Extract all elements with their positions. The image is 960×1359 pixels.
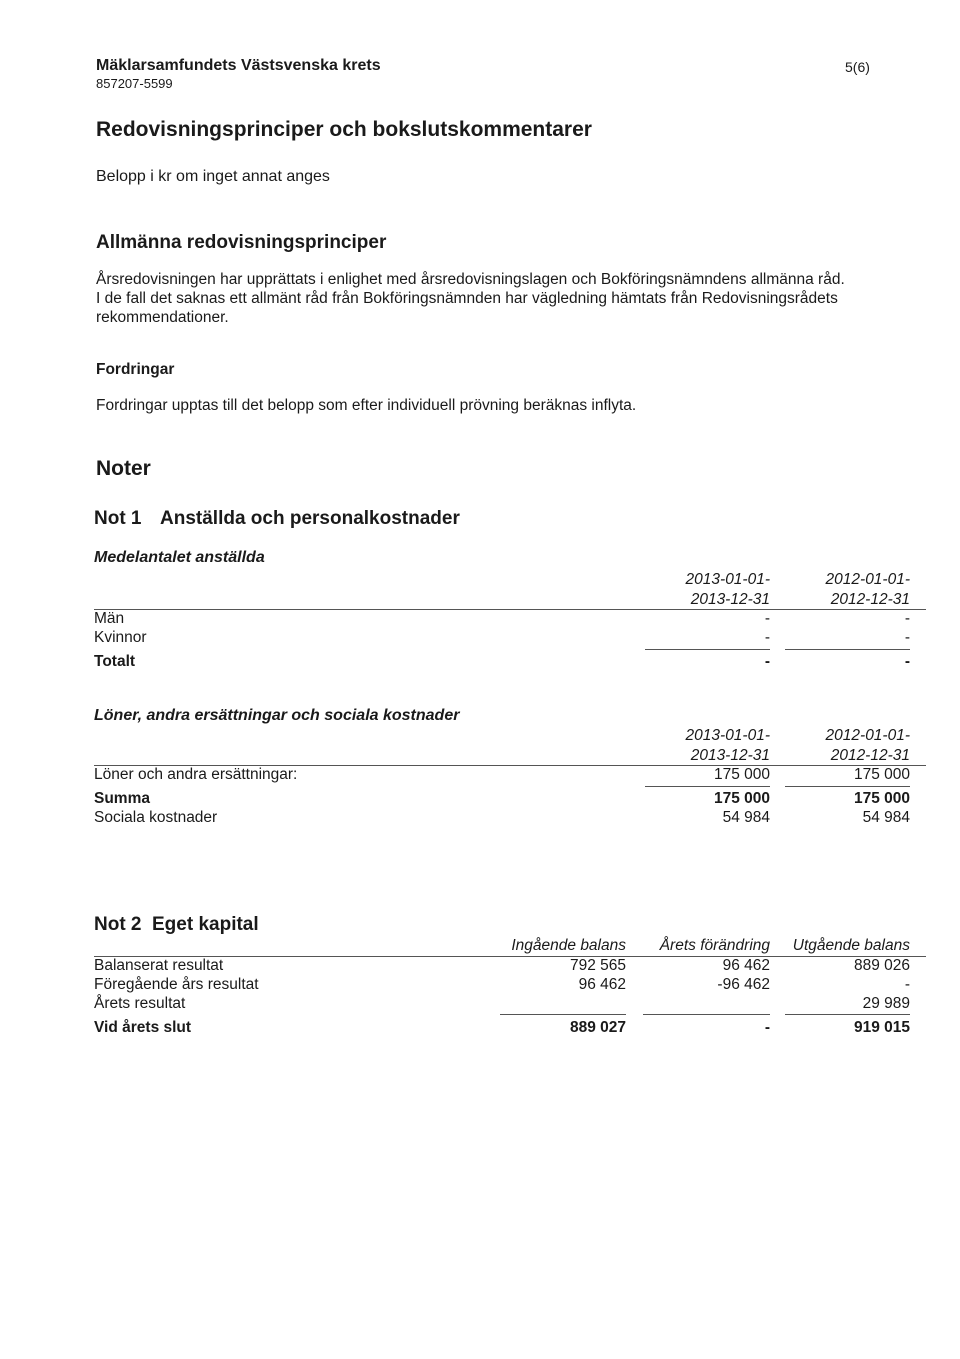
organization-number: 857207-5599 — [96, 76, 173, 91]
subtotal-rule — [645, 649, 770, 650]
col-2012-start: 2012-01-01- — [825, 727, 910, 744]
principles-line-1: Årsredovisningen har upprättats i enlighet med årsredovisningslagen och Bokföringsnämndens allmänna råd. — [96, 271, 845, 288]
salaries-heading: Löner, andra ersättningar och sociala kostnader — [94, 707, 460, 724]
salaries-col-2012 — [750, 726, 910, 766]
col-2012-end: 2012-12-31 — [830, 747, 910, 764]
col-2013-end: 2013-12-31 — [690, 591, 770, 608]
notes-heading: Noter — [96, 457, 151, 480]
social-costs-value: 54 984 — [722, 809, 770, 826]
employees-row-value: - — [904, 629, 910, 646]
subtotal-rule — [500, 1014, 626, 1015]
employees-col-2012 — [750, 570, 910, 610]
employees-heading: Medelantalet anställda — [94, 549, 265, 566]
salaries-sum-value: 175 000 — [713, 790, 770, 807]
col-2012-end: 2012-12-31 — [830, 591, 910, 608]
note1-number: Not 1 — [94, 508, 142, 529]
note2-col-closing: Utgående balans — [792, 937, 910, 954]
equity-total-value: 919 015 — [853, 1019, 910, 1036]
equity-row-value: 792 565 — [569, 957, 626, 974]
page-title: Redovisningsprinciper och bokslutskommentarer — [96, 118, 592, 141]
note2-number: Not 2 — [94, 914, 142, 935]
principles-heading: Allmänna redovisningsprinciper — [96, 232, 387, 253]
salaries-row-value: 175 000 — [713, 766, 770, 783]
receivables-text: Fordringar upptas till det belopp som efter individuell prövning beräknas inflyta. — [96, 397, 637, 414]
employees-total-label: Totalt — [94, 653, 136, 670]
employees-col-2013 — [610, 570, 770, 610]
principles-line-2: I de fall det saknas ett allmänt råd från Bokföringsnämnden har vägledning hämtats från Redovisningsrådets rekommendationer. — [96, 290, 838, 326]
equity-total-value: 889 027 — [569, 1019, 626, 1036]
subtotal-rule — [785, 786, 910, 787]
equity-row-value: -96 462 — [717, 976, 770, 993]
salaries-row-label: Löner och andra ersättningar: — [94, 766, 298, 783]
organization-name: Mäklarsamfundets Västsvenska krets — [96, 57, 381, 74]
salaries-row-value: 175 000 — [853, 766, 910, 783]
page-number: 5(6) — [845, 59, 870, 75]
subtotal-rule — [645, 786, 770, 787]
employees-row-value: - — [764, 629, 770, 646]
col-2013-start: 2013-01-01- — [685, 727, 770, 744]
note1-title: Anställda och personalkostnader — [160, 508, 460, 529]
equity-row-value: 29 989 — [862, 995, 910, 1012]
salaries-sum-value: 175 000 — [853, 790, 910, 807]
employees-row-label: Kvinnor — [94, 629, 147, 646]
employees-row-value: - — [904, 610, 910, 627]
note2-col-change: Årets förändring — [659, 937, 770, 954]
equity-row-value: - — [904, 976, 910, 993]
social-costs-label: Sociala kostnader — [94, 809, 218, 826]
employees-row-value: - — [764, 610, 770, 627]
equity-row-value: 889 026 — [853, 957, 910, 974]
equity-row-value: 96 462 — [578, 976, 626, 993]
employees-total-value: - — [904, 653, 910, 670]
equity-total-value: - — [764, 1019, 770, 1036]
note2-title: Eget kapital — [152, 914, 259, 935]
equity-row-label: Balanserat resultat — [94, 957, 224, 974]
receivables-heading: Fordringar — [96, 361, 175, 378]
subtotal-rule — [785, 649, 910, 650]
salaries-sum-label: Summa — [94, 790, 150, 807]
equity-row-label: Årets resultat — [94, 995, 186, 1012]
equity-total-label: Vid årets slut — [94, 1019, 192, 1036]
employees-total-value: - — [764, 653, 770, 670]
social-costs-value: 54 984 — [862, 809, 910, 826]
equity-row-label: Föregående års resultat — [94, 976, 259, 993]
subtotal-rule — [643, 1014, 770, 1015]
col-2013-start: 2013-01-01- — [685, 571, 770, 588]
col-2013-end: 2013-12-31 — [690, 747, 770, 764]
principles-paragraph — [96, 270, 886, 327]
page-subtitle: Belopp i kr om inget annat anges — [96, 168, 330, 185]
equity-row-value: 96 462 — [722, 957, 770, 974]
col-2012-start: 2012-01-01- — [825, 571, 910, 588]
salaries-col-2013 — [610, 726, 770, 766]
subtotal-rule — [785, 1014, 910, 1015]
employees-row-label: Män — [94, 610, 125, 627]
note2-col-opening: Ingående balans — [511, 937, 626, 954]
